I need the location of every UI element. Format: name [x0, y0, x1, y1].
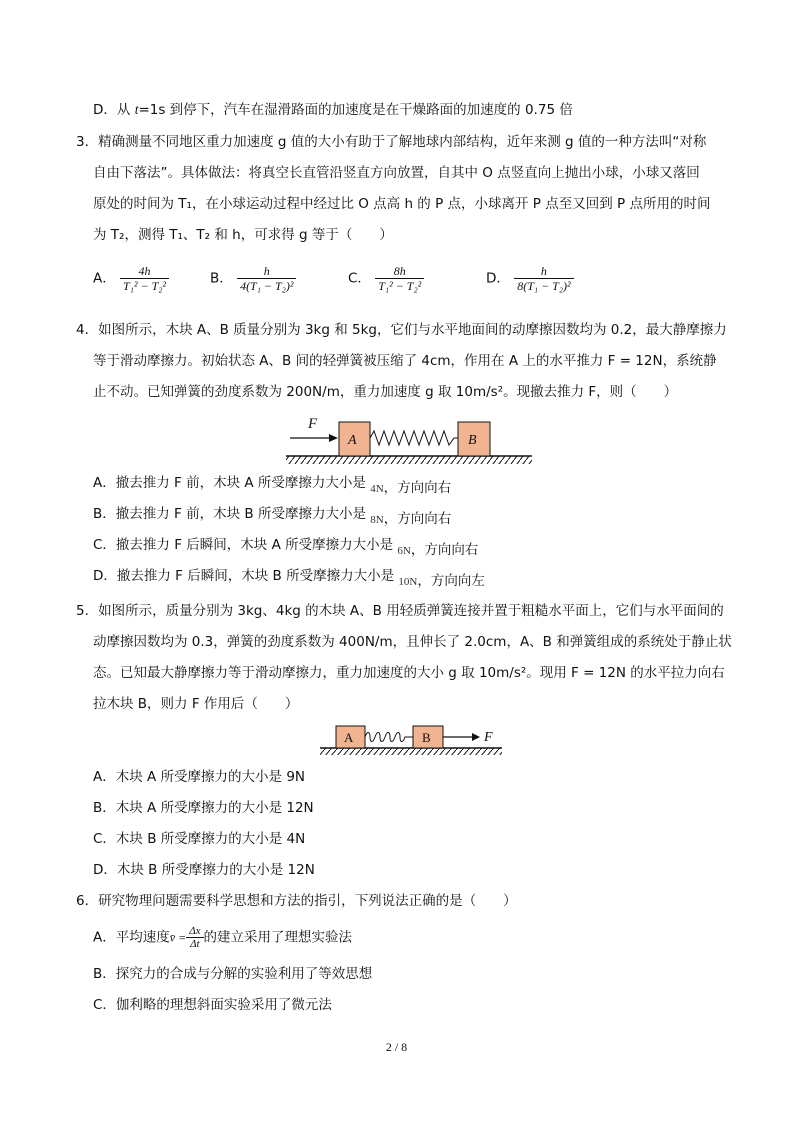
q4-block-b-label: B	[468, 433, 477, 448]
q3-option-c-fraction	[375, 264, 424, 293]
q5-line-4: 拉木块 B，则力 F 作用后（ ）	[93, 696, 299, 712]
q3-option-c-num: 8h	[393, 264, 406, 278]
q3-line-4: 为 T₂，测得 T₁、T₂ 和 h，可求得 g 等于（ ）	[93, 227, 393, 243]
q4-ground-hatch	[286, 456, 532, 464]
q3-option-b-den: 4(T₁ − T₂)²	[237, 278, 296, 293]
q3-option-a-den: T₁² − T₂²	[120, 278, 169, 293]
q4-option-b	[93, 504, 451, 525]
q3-option-b-fraction	[237, 264, 296, 293]
q4-option-a-text: A．撤去推力 F 前，木块 A 所受摩擦力大小是	[93, 475, 366, 491]
q5-block-b-label: B	[422, 730, 431, 745]
q6-option-a-fraction	[186, 925, 203, 950]
q2-option-d-var: t	[134, 102, 139, 117]
q6-option-c: C．伽利略的理想斜面实验采用了微元法	[93, 997, 332, 1013]
q4-option-d	[93, 566, 485, 587]
q3-option-d-label: D．	[486, 270, 510, 287]
q6-option-a-lhs: v̄ =	[169, 930, 187, 945]
q4-option-b-dir: ，方向向右	[383, 511, 452, 527]
q5-line-1: 5．如图所示，质量分别为 3kg、4kg 的木块 A、B 用轻质弹簧连接并置于粗糙水平面上，它们与水平面间的	[76, 603, 724, 619]
q4-option-b-text: B．撤去推力 F 前，木块 B 所受摩擦力大小是	[93, 506, 366, 522]
q4-spring	[370, 431, 458, 445]
q3-option-a-fraction	[120, 264, 169, 293]
q3-line-2: 自由下落法”。具体做法：将真空长直管沿竖直方向放置，自其中 O 点竖直向上抛出小球，小球又落回	[93, 165, 700, 181]
q4-line-3: 止不动。已知弹簧的劲度系数为 200N/m，重力加速度 g 取 10m/s²。现撤去推力 F，则（ ）	[93, 384, 678, 400]
q5-force-label: F	[484, 730, 493, 745]
q6-line-1: 6．研究物理问题需要科学思想和方法的指引，下列说法正确的是（ ）	[76, 893, 517, 909]
q4-option-c	[93, 535, 478, 556]
q4-option-d-text: D．撤去推力 F 后瞬间，木块 B 所受摩擦力大小是	[93, 568, 395, 584]
q6-option-a-text-2: 的建立采用了理想实验法	[203, 929, 353, 946]
q4-option-a-dir: ，方向向右	[383, 480, 452, 496]
q5-line-2: 动摩擦因数均为 0.3，弹簧的劲度系数为 400N/m，且伸长了 2.0cm，A、B 和弹簧组成的系统处于静止状	[93, 634, 732, 650]
q5-option-a: A．木块 A 所受摩擦力的大小是 9N	[93, 769, 306, 785]
q3-option-d-num: h	[540, 264, 547, 278]
q5-block-a-label: A	[344, 730, 354, 745]
q4-option-d-value: 10N	[398, 576, 418, 588]
q4-option-c-text: C．撤去推力 F 后瞬间，木块 A 所受摩擦力大小是	[93, 537, 394, 553]
q3-option-b	[210, 264, 296, 293]
q6-option-a-num: Δx	[189, 925, 201, 937]
q5-spring	[365, 733, 413, 742]
q6-option-a-den: Δt	[186, 937, 203, 950]
q5-option-b: B．木块 A 所受摩擦力的大小是 12N	[93, 800, 314, 816]
q3-option-c	[348, 264, 424, 293]
q5-line-3: 态。已知最大静摩擦力等于滑动摩擦力，重力加速度的大小 g 取 10m/s²。现用 F = 12N 的水平拉力向右	[93, 665, 725, 681]
q4-option-b-value: 8N	[370, 514, 384, 526]
q3-option-d-fraction	[514, 264, 573, 293]
q5-figure	[318, 722, 504, 762]
q3-option-a-num: 4h	[138, 264, 151, 278]
q4-figure	[280, 412, 536, 468]
q4-line-1: 4．如图所示，木块 A、B 质量分别为 3kg 和 5kg，它们与水平地面间的动摩擦因数均为 0.2，最大静摩擦力	[76, 322, 727, 338]
q3-option-d-den: 8(T₁ − T₂)²	[514, 278, 573, 293]
q4-force-arrowhead	[329, 434, 338, 442]
q4-option-c-value: 6N	[397, 545, 411, 557]
q3-option-d	[486, 264, 574, 293]
q6-option-a	[93, 925, 352, 950]
q5-force-arrowhead	[472, 733, 480, 741]
q3-option-c-label: C．	[348, 270, 371, 287]
q2-option-d	[93, 100, 573, 120]
q4-line-2: 等于滑动摩擦力。初始状态 A、B 间的轻弹簧被压缩了 4cm，作用在 A 上的水平推力 F = 12N，系统静	[93, 353, 717, 369]
q4-option-a	[93, 473, 451, 494]
q6-option-a-text: A．平均速度	[93, 929, 170, 946]
q3-option-b-label: B．	[210, 270, 233, 287]
q4-option-c-dir: ，方向向右	[410, 542, 479, 558]
q3-line-1: 3．精确测量不同地区重力加速度 g 值的大小有助于了解地球内部结构，近年来测 g 值的一种方法叫“对称	[76, 134, 707, 150]
q6-option-b: B．探究力的合成与分解的实验利用了等效思想	[93, 966, 373, 982]
q4-option-d-dir: ，方向向左	[417, 573, 485, 589]
q2-option-d-text-2: =1s 到停下，汽车在湿滑路面的加速度是在干燥路面的加速度的 0.75 倍	[138, 102, 573, 118]
q3-option-a	[93, 264, 169, 293]
page-number: 2 / 8	[385, 1040, 408, 1054]
q5-ground-hatch	[320, 748, 502, 755]
q5-option-d: D．木块 B 所受摩擦力的大小是 12N	[93, 862, 315, 878]
q5-option-c: C．木块 B 所受摩擦力的大小是 4N	[93, 831, 306, 847]
q2-option-d-text: D．从	[93, 102, 135, 118]
q4-force-label: F	[308, 416, 318, 432]
q3-option-c-den: T₁² − T₂²	[375, 278, 424, 293]
q4-block-a-label: A	[348, 433, 357, 448]
q3-line-3: 原处的时间为 T₁，在小球运动过程中经过比 O 点高 h 的 P 点，小球离开 P 点至又回到 P 点所用的时间	[93, 196, 711, 212]
q3-option-a-label: A．	[93, 270, 116, 287]
q3-option-b-num: h	[263, 264, 270, 278]
q4-option-a-value: 4N	[370, 483, 384, 495]
